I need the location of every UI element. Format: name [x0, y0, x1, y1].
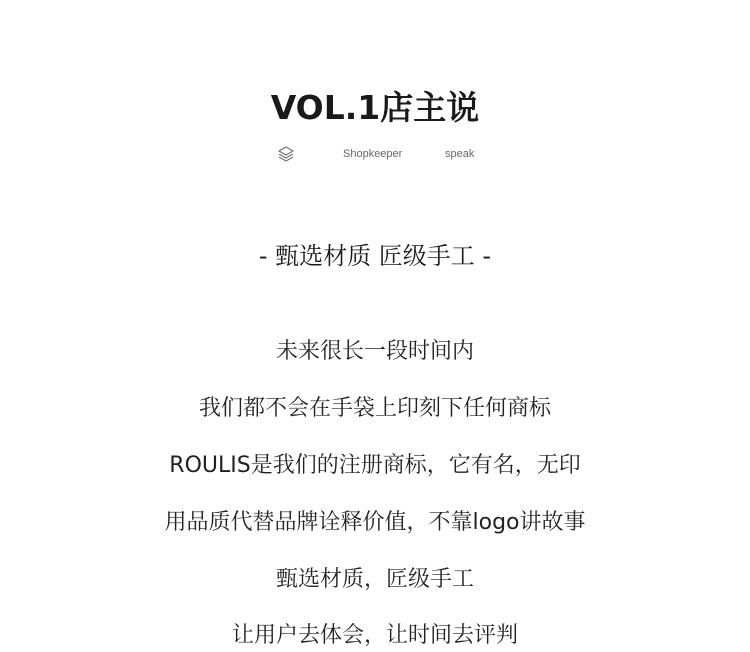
- body-line: 甄选材质，匠级手工: [275, 567, 474, 592]
- section-heading: - 甄选材质 匠级手工 -: [258, 242, 492, 270]
- body-line: 我们都不会在手袋上印刻下任何商标: [198, 396, 551, 421]
- body-line: 未来很长一段时间内: [275, 339, 474, 364]
- body-line: ROULIS是我们的注册商标，它有名，无印: [169, 453, 581, 478]
- subtitle-speak: speak: [445, 148, 475, 160]
- layers-icon: [277, 145, 295, 163]
- page-title: VOL.1店主说: [270, 88, 480, 127]
- subtitle-shopkeeper: Shopkeeper: [343, 148, 403, 160]
- body-line: 用品质代替品牌诠释价值，不靠logo讲故事: [164, 510, 586, 535]
- body-line: 让用户去体会，让时间去评判: [231, 623, 518, 648]
